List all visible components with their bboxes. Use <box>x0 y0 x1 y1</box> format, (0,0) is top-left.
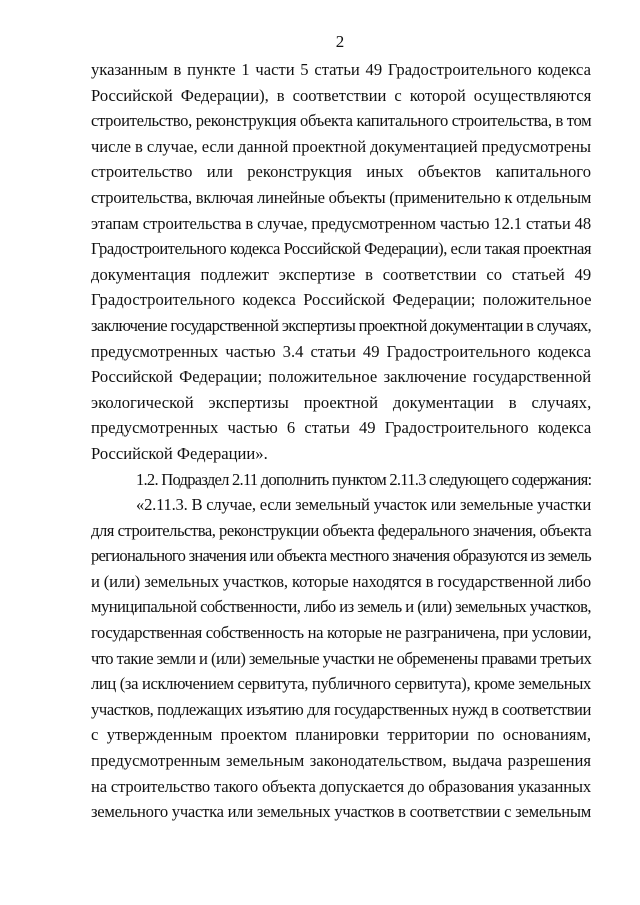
text-line: экологической экспертизы проектной документации в случаях, <box>91 392 592 412</box>
text-line: что такие земли и (или) земельные участки не обременены правами третьих <box>91 648 592 668</box>
document-body <box>91 57 591 825</box>
text-line: регионального значения или объекта местного значения образуются из земель <box>91 546 591 566</box>
text-line: предусмотренных частью 6 статьи 49 Градостроительного кодекса <box>91 418 592 438</box>
text-line: для строительства, реконструкции объекта федерального значения, объекта <box>91 520 592 540</box>
text-line: строительства, включая линейные объекты (применительно к отдельным <box>91 187 592 207</box>
text-line: заключение государственной экспертизы проектной документации в случаях, <box>91 315 591 335</box>
text-line: «2.11.3. В случае, если земельный участок или земельные участки <box>136 495 591 515</box>
text-line: строительство, реконструкция объекта капитального строительства, в том <box>91 111 592 131</box>
text-line: муниципальной собственности, либо из земель и (или) земельных участков, <box>91 597 591 617</box>
text-line: земельного участка или земельных участков в соответствии с земельным <box>91 802 591 822</box>
text-line: лиц (за исключением сервитута, публичного сервитута), кроме земельных <box>91 674 591 694</box>
text-line: Российской Федерации), в соответствии с которой осуществляются <box>91 85 592 105</box>
text-line: Градостроительного кодекса Российской Федерации), если такая проектная <box>91 239 592 259</box>
text-line: 1.2. Подраздел 2.11 дополнить пунктом 2.11.3 следующего содержания: <box>136 469 592 489</box>
page-number: 2 <box>335 32 345 51</box>
text-line: и (или) земельных участков, которые находятся в государственной либо <box>91 571 591 591</box>
text-line: указанным в пункте 1 части 5 статьи 49 Градостроительного кодекса <box>91 60 591 79</box>
text-line: Российской Федерации; положительное заключение государственной <box>91 367 592 387</box>
text-line: документация подлежит экспертизе в соответствии со статьей 49 <box>91 264 592 284</box>
text-line: государственная собственность на которые не разграничена, при условии, <box>91 623 592 643</box>
text-line: с утвержденным проектом планировки территории по основаниям, <box>91 725 591 745</box>
text-line: участков, подлежащих изъятию для государственных нужд в соответствии <box>91 699 591 719</box>
text-line: предусмотренным земельным законодательством, выдача разрешения <box>91 751 591 771</box>
text-line: строительство или реконструкция иных объектов капитального <box>91 162 591 182</box>
text-line: на строительство такого объекта допускается до образования указанных <box>91 776 591 796</box>
text-line: предусмотренных частью 3.4 статьи 49 Градостроительного кодекса <box>91 341 591 361</box>
text-line: Российской Федерации». <box>91 443 268 463</box>
text-line: этапам строительства в случае, предусмотренном частью 12.1 статьи 48 <box>91 213 591 233</box>
text-line: Градостроительного кодекса Российской Федерации; положительное <box>91 290 592 310</box>
text-line: числе в случае, если данной проектной документацией предусмотрены <box>91 136 591 156</box>
